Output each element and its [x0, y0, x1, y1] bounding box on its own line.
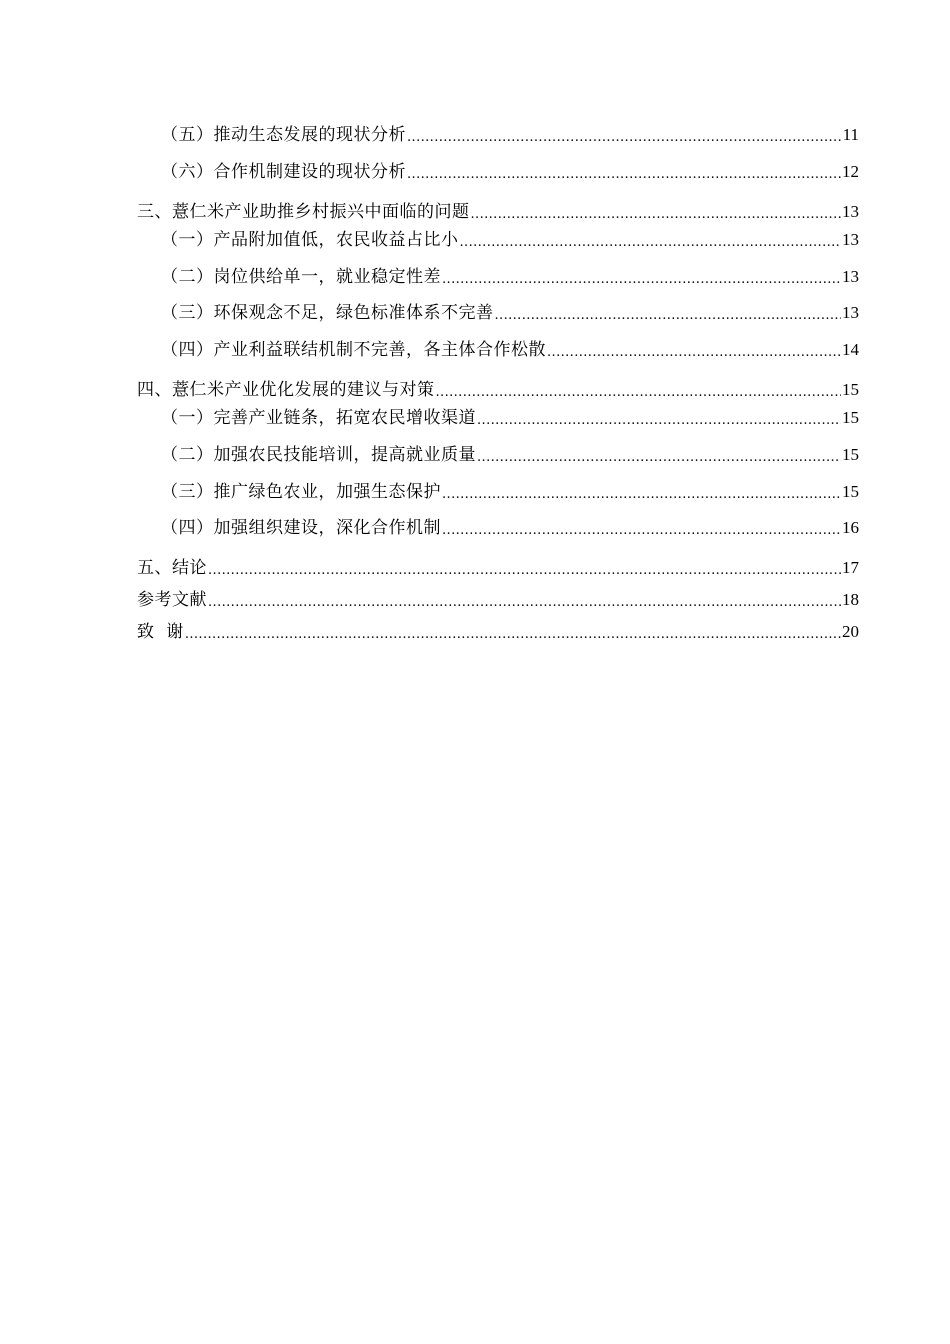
toc-entry[interactable]	[161, 161, 859, 183]
toc-leader-dots	[442, 523, 841, 539]
toc-entry-page: 15	[842, 482, 859, 501]
toc-entry-label: （一）产品附加值低，农民收益占比小	[161, 230, 459, 250]
toc-entry[interactable]	[137, 557, 859, 579]
toc-entry[interactable]	[161, 517, 859, 539]
toc-entry-label: 三、薏仁米产业助推乡村振兴中面临的问题	[137, 202, 470, 222]
toc-entry-page: 17	[842, 558, 859, 577]
toc-entry[interactable]	[161, 229, 859, 251]
toc-leader-dots	[407, 167, 841, 183]
toc-entry-page: 15	[842, 408, 859, 427]
toc-entry-label: （五）推动生态发展的现状分析	[161, 125, 406, 145]
toc-entry-label: （四）产业利益联结机制不完善，各主体合作松散	[161, 340, 546, 360]
toc-leader-dots	[208, 563, 841, 579]
toc-entry-page: 13	[842, 202, 859, 221]
toc-entry[interactable]	[161, 266, 859, 288]
toc-leader-dots	[208, 595, 841, 611]
toc-entry-page: 15	[842, 380, 859, 399]
toc-entry-label: （二）岗位供给单一，就业稳定性差	[161, 267, 441, 287]
toc-leader-dots	[477, 413, 841, 429]
toc-entry-label: 五、结论	[137, 558, 207, 578]
toc-entry-page: 12	[842, 162, 859, 181]
toc-entry-page: 13	[842, 267, 859, 286]
toc-entry-label: 四、薏仁米产业优化发展的建议与对策	[137, 380, 435, 400]
toc-entry-label: （一）完善产业链条，拓宽农民增收渠道	[161, 408, 476, 428]
toc-entry-label: （三）环保观念不足，绿色标准体系不完善	[161, 303, 494, 323]
toc-leader-dots	[477, 450, 841, 466]
toc-entry[interactable]	[161, 444, 859, 466]
toc-leader-dots	[547, 345, 841, 361]
toc-entry[interactable]	[161, 124, 859, 146]
toc-entry[interactable]	[137, 201, 859, 223]
toc-leader-dots	[407, 130, 842, 146]
toc-entry-label: （三）推广绿色农业，加强生态保护	[161, 482, 441, 502]
toc-entry[interactable]	[137, 379, 859, 401]
toc-entry[interactable]	[161, 302, 859, 324]
toc-leader-dots	[460, 235, 842, 251]
toc-entry-page: 16	[842, 518, 859, 537]
toc-entry[interactable]	[161, 407, 859, 429]
toc-entry[interactable]	[137, 621, 859, 643]
toc-entry-page: 20	[842, 622, 859, 641]
toc-leader-dots	[442, 272, 841, 288]
toc-entry-page: 11	[842, 125, 859, 144]
toc-leader-dots	[495, 308, 842, 324]
toc-entry[interactable]	[137, 589, 859, 611]
toc-leader-dots	[442, 487, 841, 503]
toc-entry-page: 15	[842, 445, 859, 464]
toc-leader-dots	[185, 627, 841, 643]
toc-entry-label: 致 谢	[137, 622, 184, 642]
toc-entry-label: 参考文献	[137, 590, 207, 610]
toc-leader-dots	[436, 385, 842, 401]
toc-entry-label: （四）加强组织建设，深化合作机制	[161, 518, 441, 538]
toc-entry-page: 14	[842, 340, 859, 359]
toc-entry-label: （二）加强农民技能培训，提高就业质量	[161, 445, 476, 465]
toc-entry[interactable]	[161, 481, 859, 503]
toc-entry-page: 13	[842, 230, 859, 249]
toc-entry[interactable]	[161, 339, 859, 361]
toc-entry-label: （六）合作机制建设的现状分析	[161, 162, 406, 182]
toc-leader-dots	[471, 207, 842, 223]
toc-entry-page: 13	[842, 303, 859, 322]
toc-entry-page: 18	[842, 590, 859, 609]
